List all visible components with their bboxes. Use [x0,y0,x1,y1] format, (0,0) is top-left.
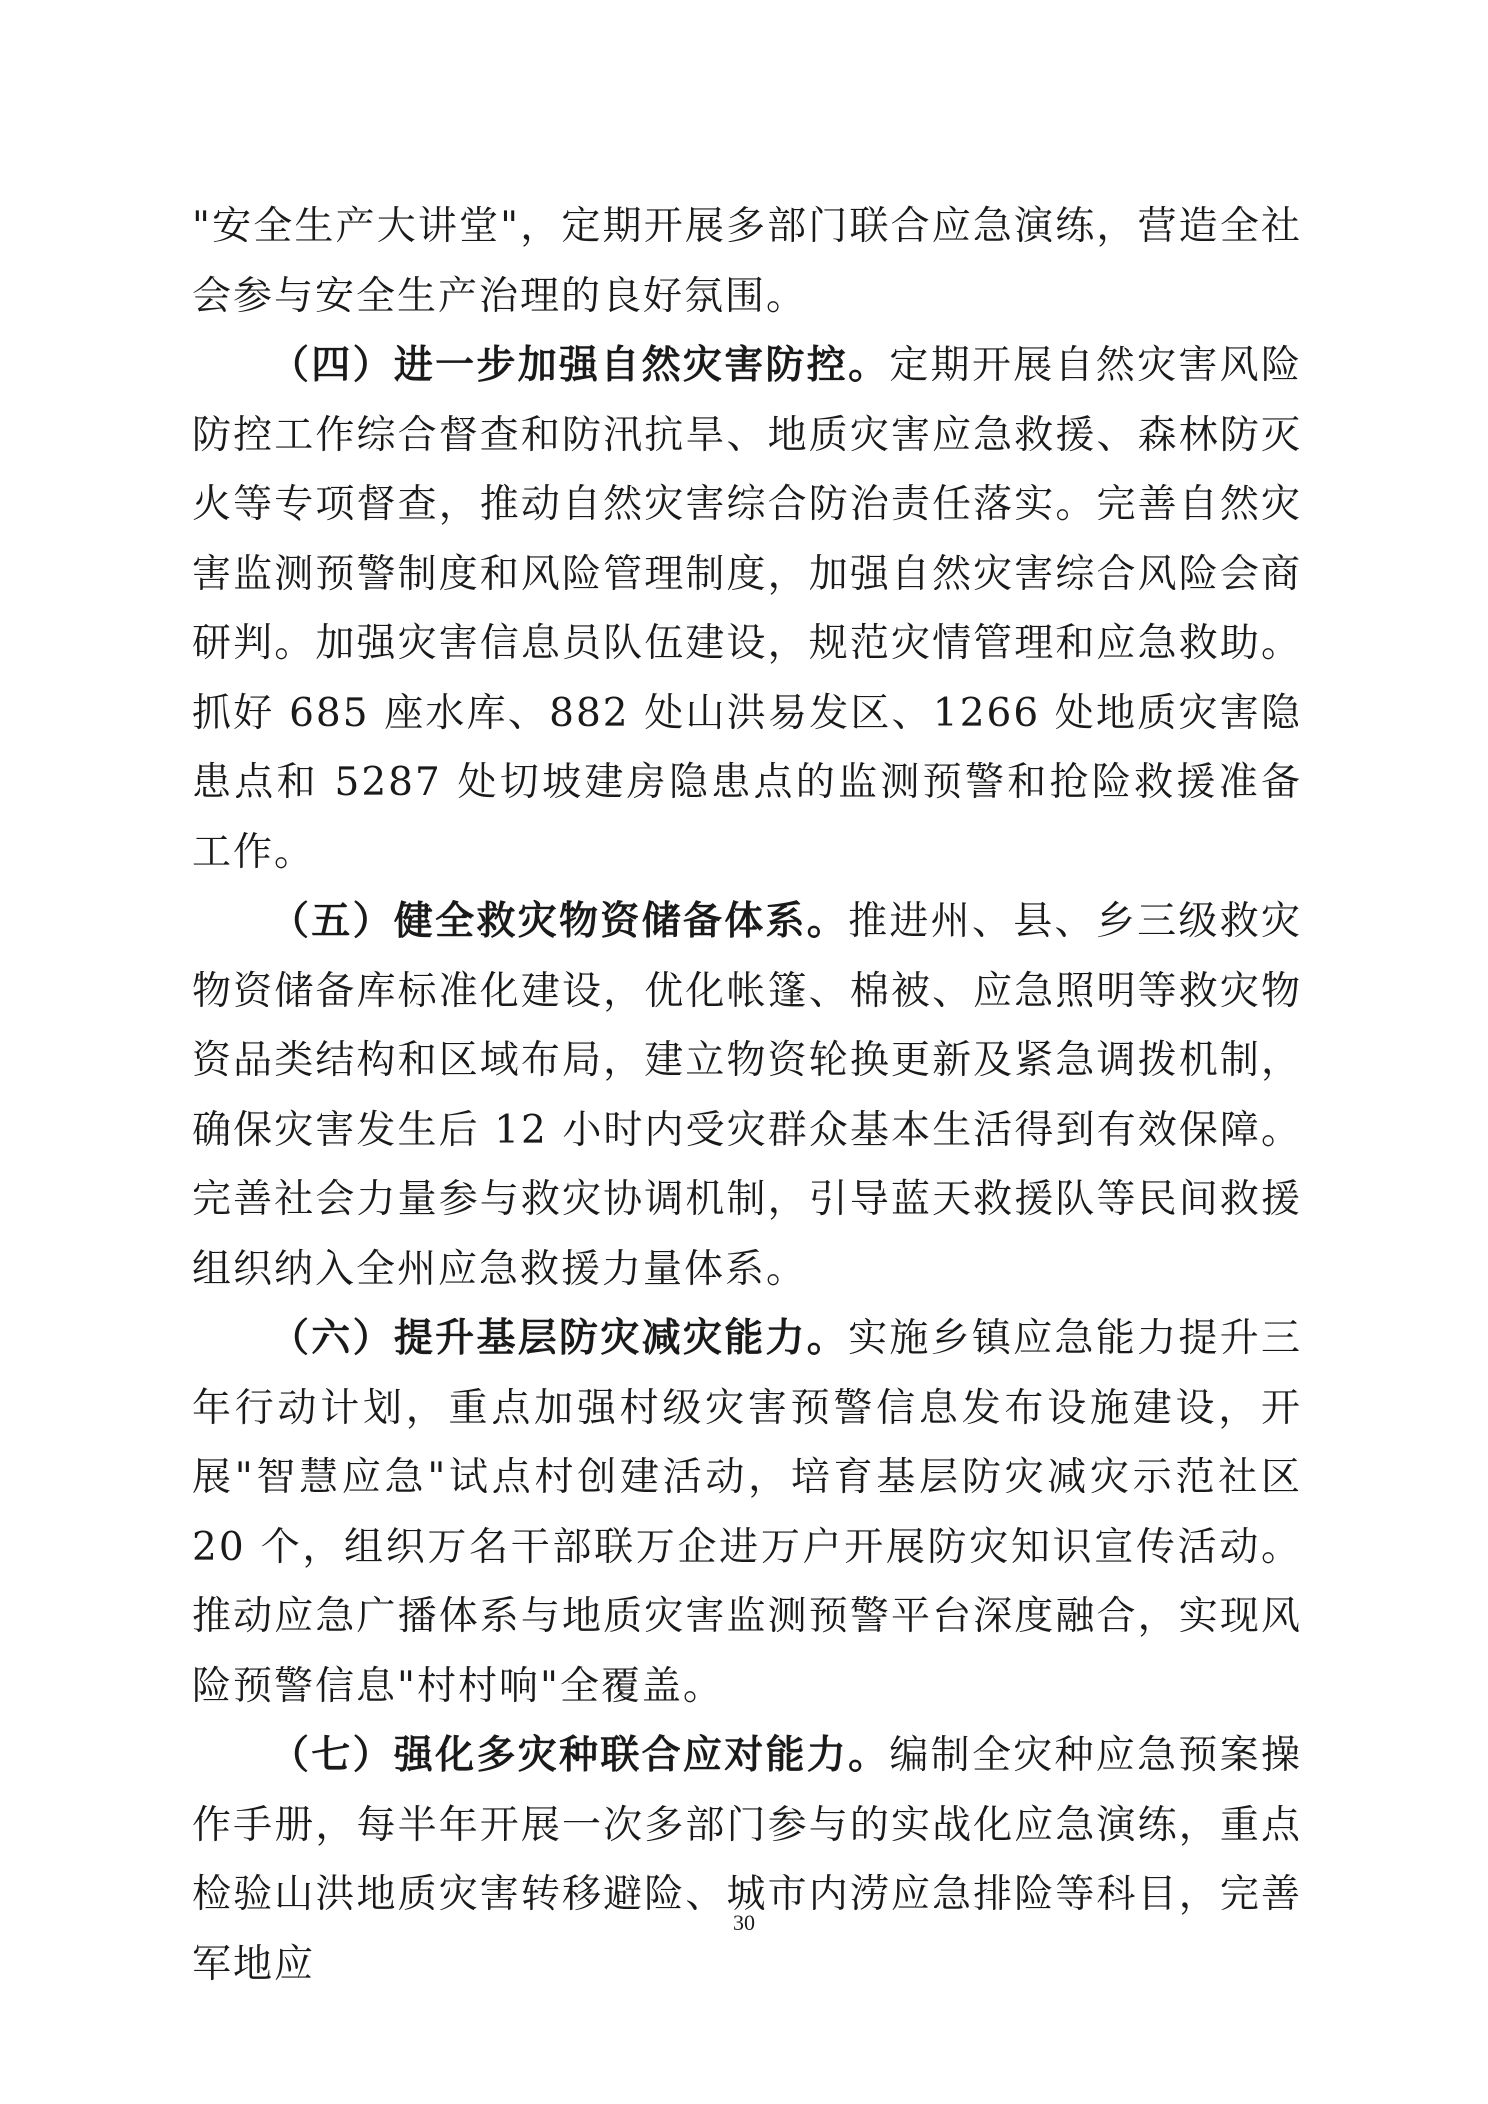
paragraph-text: "安全生产大讲堂"，定期开展多部门联合应急演练，营造全社会参与安全生产治理的良好氛围。 [192,204,1302,319]
page-number: 30 [733,1910,755,1935]
section-heading: （四）进一步加强自然灾害防控。 [270,342,890,388]
paragraph-text: 编制全灾种应急预案操作手册，每半年开展一次多部门参与的实战化应急演练，重点检验山洪地质灾害转移避险、城市内涝应急排险等科目，完善军地应 [192,1733,1302,1987]
paragraph-section-6 [192,1304,1302,1721]
paragraph-section-5 [192,887,1302,1304]
paragraph-continued [192,192,1302,331]
section-heading: （七）强化多灾种联合应对能力。 [270,1732,890,1778]
paragraph-text: 定期开展自然灾害风险防控工作综合督查和防汛抗旱、地质灾害应急救援、森林防灭火等专项督查，推动自然灾害综合防治责任落实。完善自然灾害监测预警制度和风险管理制度，加强自然灾害综合风险会商研判。加强灾害信息员队伍建设，规范灾情管理和应急救助。抓好 685 座水库、882 处山洪易发区、1266 处地质灾害隐患点和 5287 处切坡建房隐患点的监测预警和抢险救援准备工作。 [192,343,1302,875]
section-heading: （六）提升基层防灾减灾能力。 [270,1315,849,1361]
section-heading: （五）健全救灾物资储备体系。 [270,898,849,944]
paragraph-text: 实施乡镇应急能力提升三年行动计划，重点加强村级灾害预警信息发布设施建设，开展"智慧应急"试点村创建活动，培育基层防灾减灾示范社区 20 个，组织万名干部联万企进万户开展防灾知识宣传活动。推动应急广播体系与地质灾害监测预警平台深度融合，实现风险预警信息"村村响"全覆盖。 [192,1316,1302,1709]
document-body [192,192,1302,1999]
paragraph-section-4 [192,331,1302,887]
paragraph-text: 推进州、县、乡三级救灾物资储备库标准化建设，优化帐篷、棉被、应急照明等救灾物资品类结构和区域布局，建立物资轮换更新及紧急调拨机制，确保灾害发生后 12 小时内受灾群众基本生活得到有效保障。完善社会力量参与救灾协调机制，引导蓝天救援队等民间救援组织纳入全州应急救援力量体系。 [192,899,1302,1292]
paragraph-section-7 [192,1721,1302,1999]
